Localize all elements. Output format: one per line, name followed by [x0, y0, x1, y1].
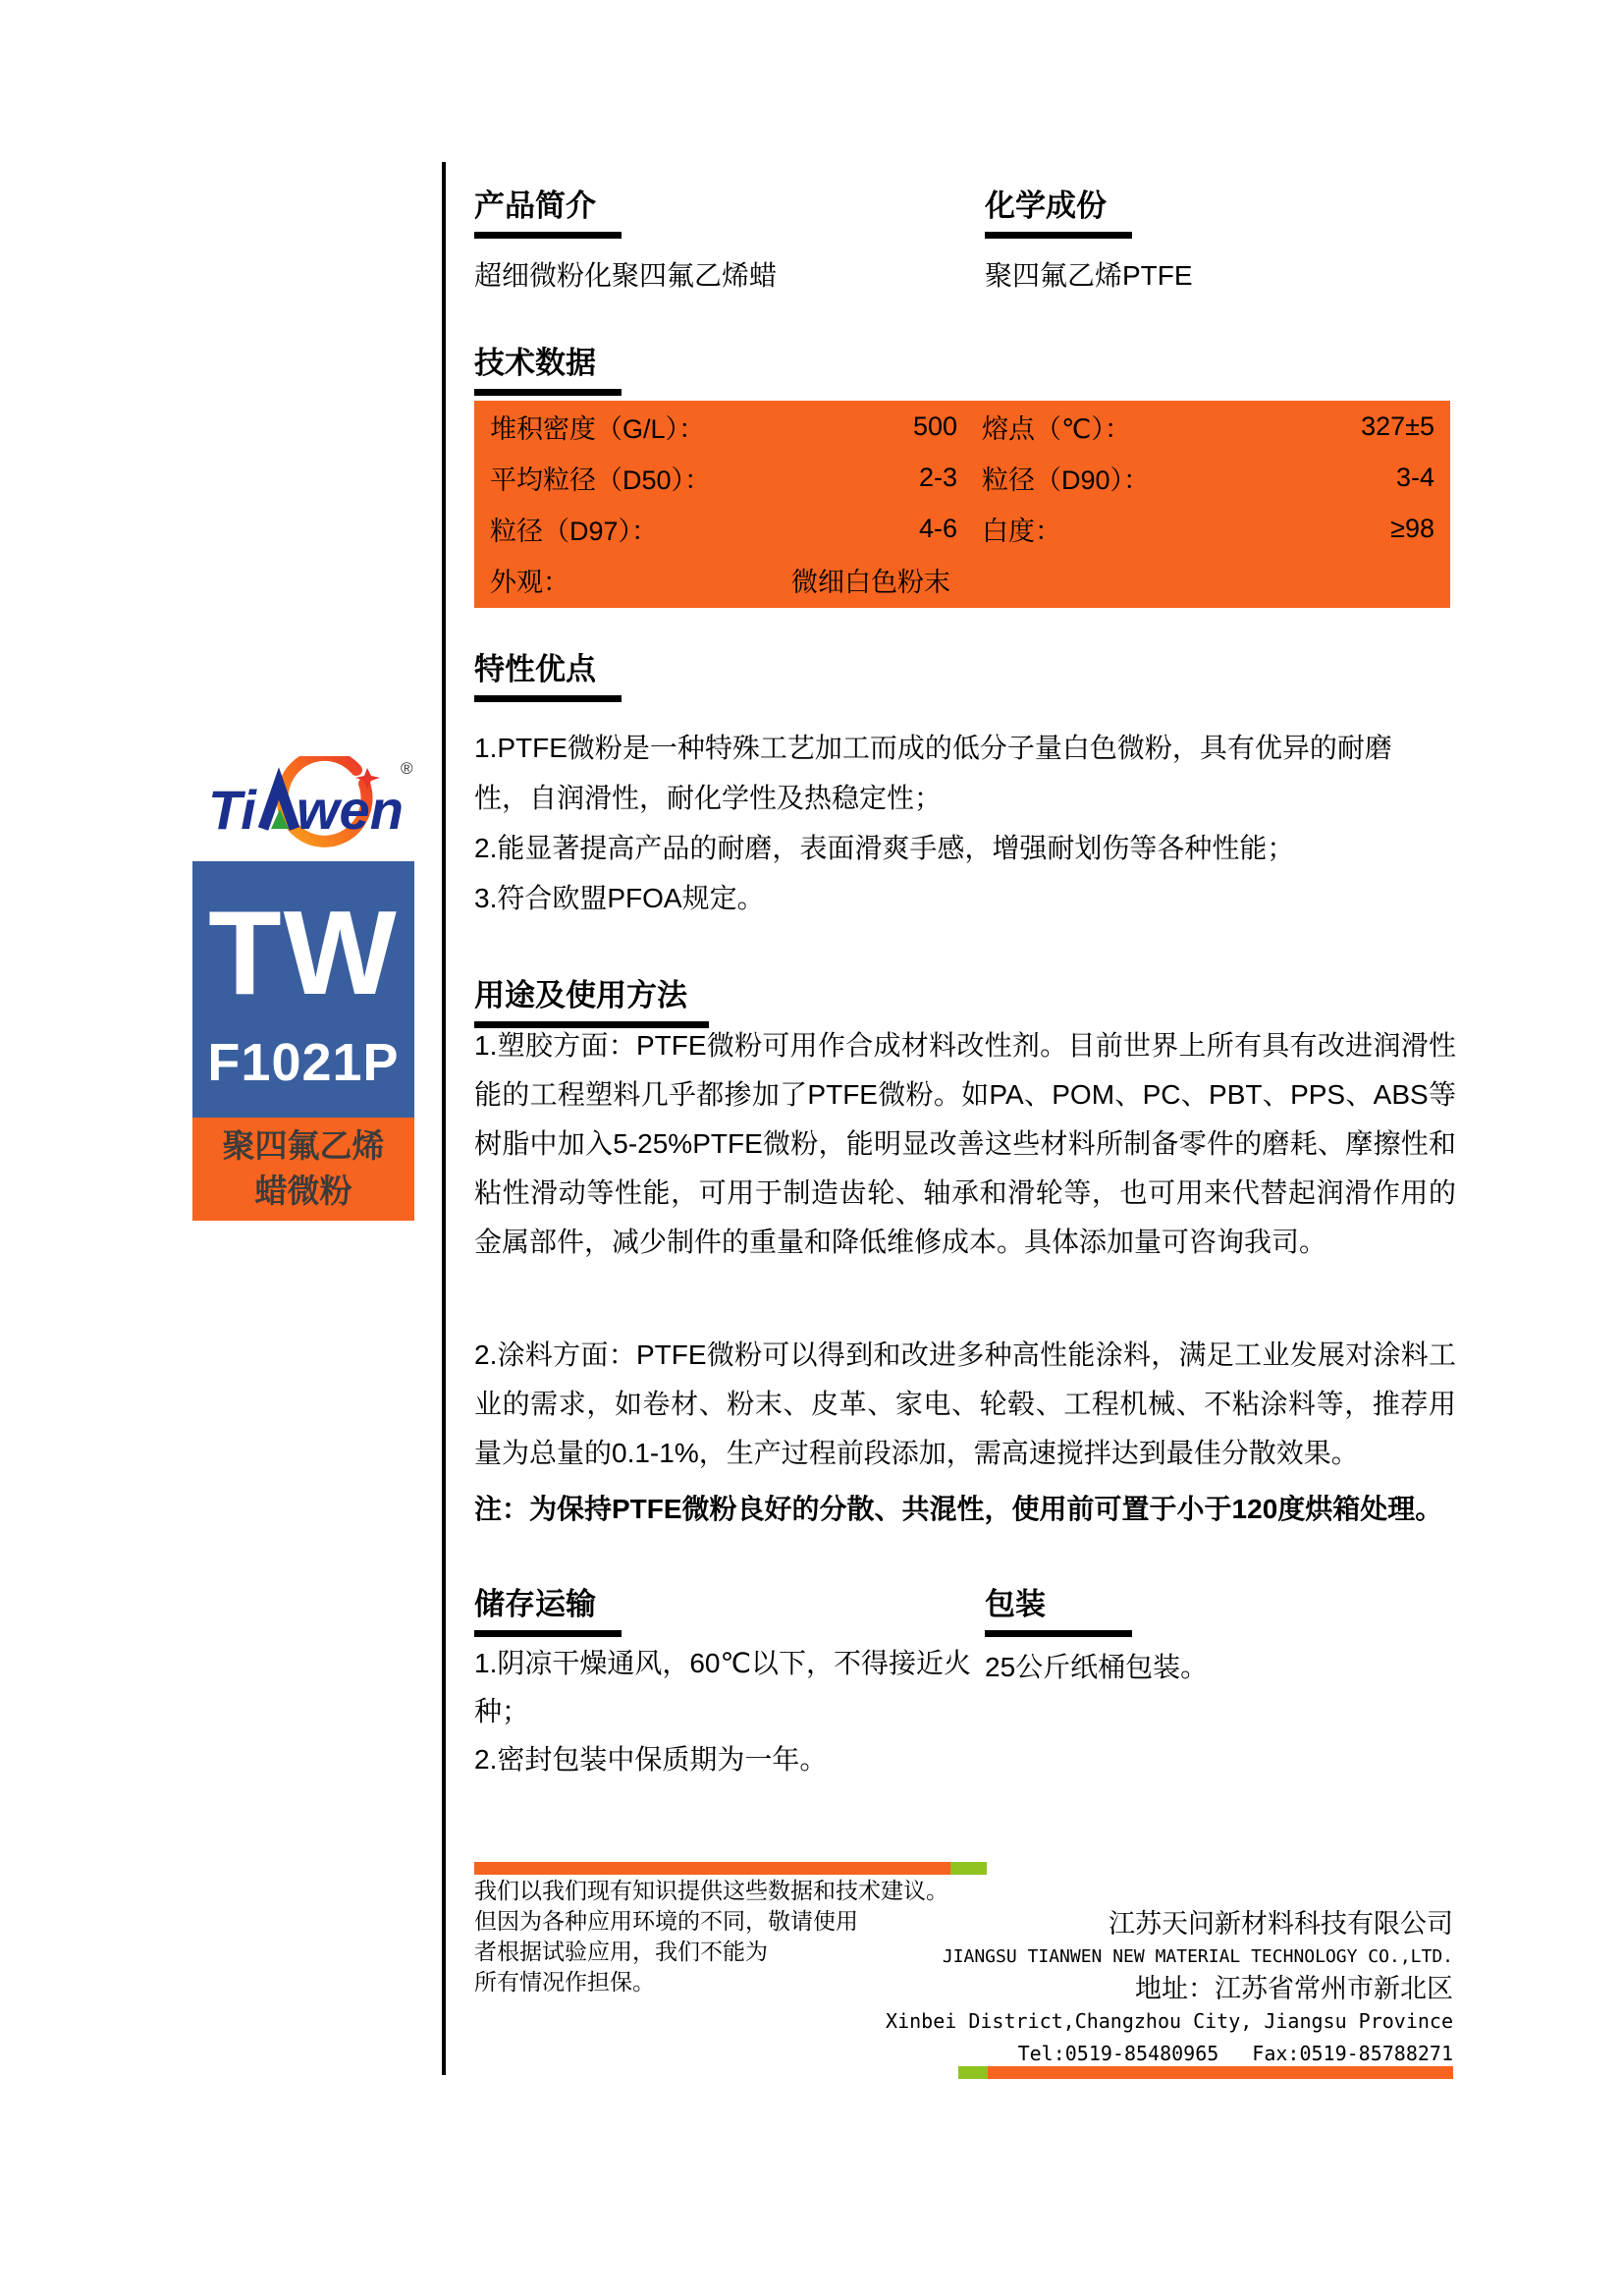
product-name-line2: 蜡微粉	[254, 1173, 352, 1209]
product-intro-body: 超细微粉化聚四氟乙烯蜡	[474, 259, 778, 291]
list-item: 1.PTFE微粉是一种特殊工艺加工而成的低分子量白色微粉，具有优异的耐磨性，自润滑性，耐化学性及热稳定性；	[474, 733, 1392, 813]
section-features	[474, 652, 622, 702]
usage-paragraph-1: 1.塑胶方面：PTFE微粉可用作合成材料改性剂。目前世界上所有具有改进润滑性能的工程塑料几乎都掺加了PTFE微粉。如PA、POM、PC、PBT、PPS、ABS等树脂中加入5-25%PTFE微粉，能明显改善这些材料所制备零件的磨耗、摩擦性和粘性滑动等性能，可用于制造齿轮、轴承和滑轮等，也可用来代替起润滑作用的金属部件，减少制件的重量和降低维修成本。具体添加量可咨询我司。	[474, 1030, 1456, 1257]
tianwen-logo-graphic	[204, 756, 420, 864]
disclaimer-line: 者根据试验应用，我们不能为	[474, 1939, 768, 1964]
chemical-title: 化学成份	[985, 189, 1132, 239]
company-tel: Tel:0519-85480965	[1017, 2042, 1219, 2065]
tech-label: 白度：	[982, 516, 1061, 546]
product-name-line1: 聚四氟乙烯	[222, 1127, 385, 1164]
usage-paragraph-2: 2.涂料方面：PTFE微粉可以得到和改进多种高性能涂料，满足工业发展对涂料工业的需求，如卷材、粉末、皮革、家电、轮毂、工程机械、不粘涂料等，推荐用量为总量的0.1-1%，生产过程前段添加，需高速搅拌达到最佳分散效果。	[474, 1339, 1456, 1468]
storage-list	[474, 1639, 980, 1783]
company-info	[884, 1907, 1453, 2070]
disclaimer-line: 我们以我们现有知识提供这些数据和技术建议。	[474, 1878, 948, 1903]
disclaimer-line: 但因为各种应用环境的不同，敬请使用	[474, 1908, 858, 1934]
packaging-title: 包装	[985, 1587, 1132, 1637]
tech-value: 327±5	[1361, 410, 1434, 441]
product-code-box	[192, 861, 414, 1118]
list-item: 2.能显著提高产品的耐磨，表面滑爽手感，增强耐划伤等各种性能；	[474, 833, 1295, 863]
tianwen-logo	[204, 756, 420, 864]
section-chemical	[985, 189, 1193, 294]
table-row	[474, 503, 1450, 554]
usage-note: 注：为保持PTFE微粉良好的分散、共混性，使用前可置于小于120度烘箱处理。	[474, 1494, 1443, 1524]
usage-title: 用途及使用方法	[474, 978, 709, 1028]
table-row	[474, 452, 1450, 503]
table-row	[474, 401, 1450, 452]
tech-data-table	[474, 401, 1450, 608]
tech-value: 微细白色粉末	[791, 567, 950, 597]
section-product-intro	[474, 189, 777, 294]
logo-text-wen: wen	[297, 779, 404, 841]
company-fax: Fax:0519-85788271	[1252, 2042, 1453, 2065]
product-model: F1021P	[207, 1033, 400, 1092]
features-list	[474, 723, 1446, 923]
tech-label: 平均粒径（D50）：	[490, 465, 712, 495]
storage-title: 储存运输	[474, 1587, 622, 1637]
tech-value: 4-6	[918, 513, 957, 543]
tech-label: 堆积密度（G/L）：	[490, 413, 706, 444]
tech-label: 粒径（D90）：	[982, 465, 1151, 495]
features-title: 特性优点	[474, 652, 622, 702]
company-address-en: Xinbei District,Changzhou City, Jiangsu Province	[886, 2009, 1453, 2033]
tech-value: ≥98	[1390, 513, 1434, 543]
footer-bottom-bar-green	[958, 2066, 988, 2079]
product-code-tw: TW	[208, 886, 399, 1019]
list-item: 2.密封包装中保质期为一年。	[474, 1744, 828, 1775]
footer-top-bar-orange	[474, 1862, 950, 1875]
company-address-cn: 地址：江苏省常州市新北区	[1135, 1974, 1453, 2003]
disclaimer-line: 所有情况作担保。	[474, 1969, 655, 1995]
footer-bottom-bar-orange	[988, 2066, 1453, 2079]
section-tech-data	[474, 346, 622, 396]
packaging-body: 25公斤纸桶包装。	[985, 1652, 1209, 1682]
list-item: 1.阴凉干燥通风，60℃以下，不得接近火种；	[474, 1648, 971, 1726]
section-storage	[474, 1587, 622, 1637]
footer-top-bar	[474, 1862, 987, 1875]
product-name-box	[192, 1118, 414, 1221]
registered-mark: ®	[401, 759, 413, 778]
product-intro-title: 产品简介	[474, 189, 622, 239]
tech-label: 粒径（D97）：	[490, 516, 659, 546]
tech-value: 500	[912, 410, 957, 441]
table-row	[474, 554, 1450, 605]
chemical-body: 聚四氟乙烯PTFE	[985, 259, 1193, 291]
tech-label: 外观：	[490, 567, 569, 597]
tech-value: 3-4	[1395, 462, 1434, 492]
logo-text-ti: Ti	[208, 779, 256, 841]
footer-top-bar-green	[950, 1862, 987, 1875]
tech-value: 2-3	[918, 462, 957, 492]
list-item: 3.符合欧盟PFOA规定。	[474, 883, 765, 913]
tech-data-title: 技术数据	[474, 346, 622, 396]
tech-label: 熔点（℃）：	[982, 413, 1131, 444]
company-name-cn: 江苏天问新材料科技有限公司	[1109, 1909, 1453, 1939]
footer-bottom-bar	[958, 2066, 1453, 2079]
section-packaging	[985, 1587, 1132, 1637]
company-name-en: JIANGSU TIANWEN NEW MATERIAL TECHNOLOGY CO.,LTD.	[942, 1946, 1453, 1967]
left-divider-line	[442, 162, 446, 2075]
